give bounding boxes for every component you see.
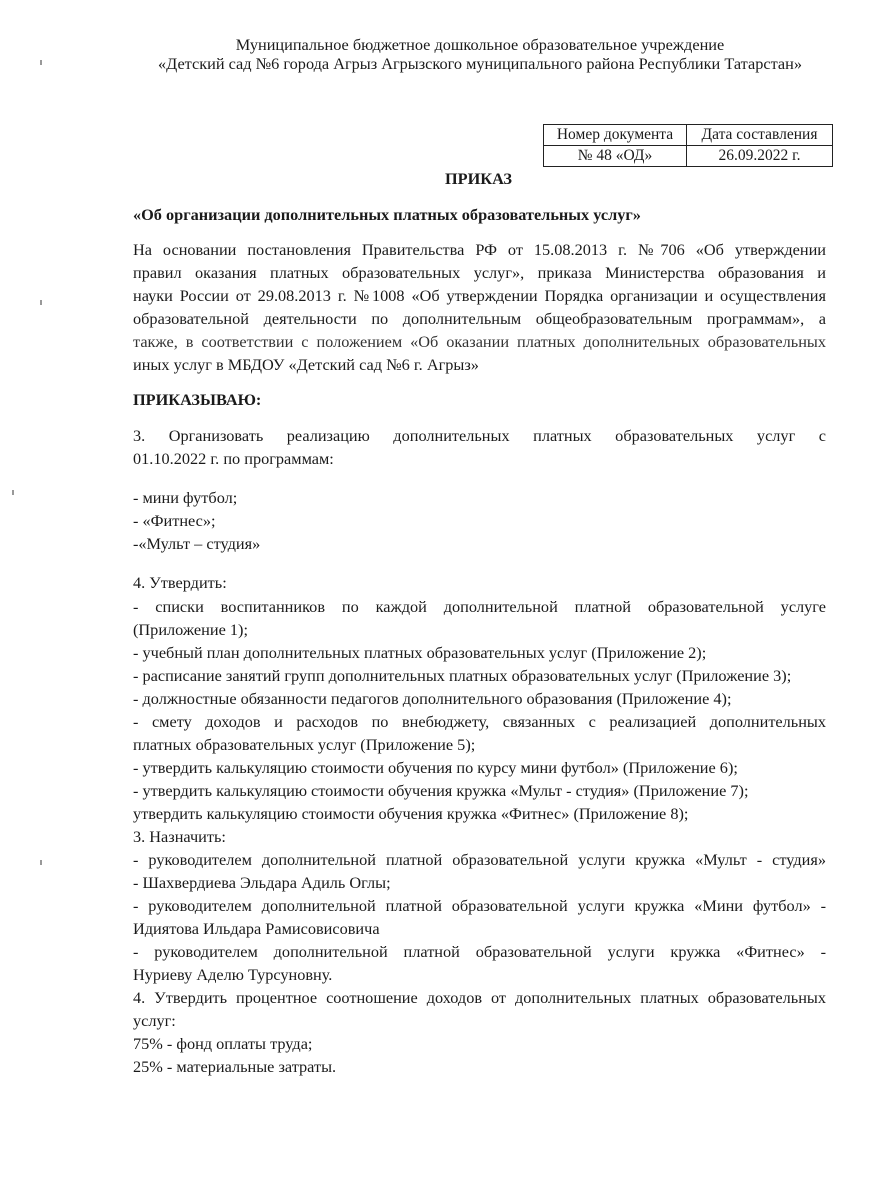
body-line: 4. Утвердить процентное соотношение доходов от дополнительных платных образовательных bbox=[133, 988, 826, 1007]
body-line: - «Фитнес»; bbox=[133, 511, 216, 530]
doc-number-header: Номер документа bbox=[544, 125, 687, 146]
body-line: Идиятова Ильдара Рамисовисовича bbox=[133, 919, 380, 938]
body-line: -«Мульт – студия» bbox=[133, 534, 261, 553]
scan-speck bbox=[40, 60, 42, 65]
body-line: услуг: bbox=[133, 1011, 176, 1030]
body-line: 3. Организовать реализацию дополнительных платных образовательных услуг с bbox=[133, 426, 826, 445]
doc-number: № 48 «ОД» bbox=[544, 146, 687, 167]
body-line: - учебный план дополнительных платных образовательных услуг (Приложение 2); bbox=[133, 643, 707, 662]
scan-speck bbox=[40, 860, 42, 865]
body-line: - утвердить калькуляцию стоимости обучения кружка «Мульт - студия» (Приложение 7); bbox=[133, 781, 749, 800]
body-line: 4. Утвердить: bbox=[133, 573, 227, 592]
doc-date-header: Дата составления bbox=[687, 125, 833, 146]
preamble-line: науки России от 29.08.2013 г. №1008 «Об утверждении Порядка организации и осуществления bbox=[133, 286, 826, 305]
header-line-2: «Детский сад №6 города Агрыз Агрызского муниципального района Республики Татарстан» bbox=[158, 54, 802, 73]
body-line: - должностные обязанности педагогов дополнительного образования (Приложение 4); bbox=[133, 689, 732, 708]
preamble-line: также, в соответствии с положением «Об оказании платных дополнительных образовательных bbox=[133, 332, 826, 351]
preamble-line: иных услуг в МБДОУ «Детский сад №6 г. Агрыз» bbox=[133, 355, 479, 374]
document-title: ПРИКАЗ bbox=[445, 169, 513, 188]
header-line-1: Муниципальное бюджетное дошкольное образовательное учреждение bbox=[235, 35, 725, 54]
body-line: - руководителем дополнительной платной образовательной услуги кружка «Мульт - студия» bbox=[133, 850, 826, 869]
body-line: - списки воспитанников по каждой дополнительной платной образовательной услуге bbox=[133, 597, 826, 616]
body-line: - смету доходов и расходов по внебюджету, связанных с реализацией дополнительных bbox=[133, 712, 826, 731]
document-subject: «Об организации дополнительных платных образовательных услуг» bbox=[133, 205, 641, 224]
preamble-line: правил оказания платных образовательных услуг», приказа Министерства образования и bbox=[133, 263, 826, 282]
body-line: - Шахвердиева Эльдара Адиль Оглы; bbox=[133, 873, 391, 892]
body-line: - утвердить калькуляцию стоимости обучения по курсу мини футбол» (Приложение 6); bbox=[133, 758, 738, 777]
body-line: - мини футбол; bbox=[133, 488, 238, 507]
body-line: - руководителем дополнительной платной образовательной услуги кружка «Фитнес» - bbox=[133, 942, 826, 961]
body-line: платных образовательных услуг (Приложение 5); bbox=[133, 735, 476, 754]
scan-speck bbox=[40, 300, 42, 305]
preamble-line: На основании постановления Правительства РФ от 15.08.2013 г. №706 «Об утверждении bbox=[133, 240, 826, 259]
body-line: - руководителем дополнительной платной образовательной услуги кружка «Мини футбол» - bbox=[133, 896, 826, 915]
doc-date: 26.09.2022 г. bbox=[687, 146, 833, 167]
body-line: 3. Назначить: bbox=[133, 827, 226, 846]
body-line: 25% - материальные затраты. bbox=[133, 1057, 337, 1076]
body-line: 01.10.2022 г. по программам: bbox=[133, 449, 334, 468]
body-line: (Приложение 1); bbox=[133, 620, 248, 639]
document-info-table bbox=[543, 124, 833, 167]
body-line: 75% - фонд оплаты труда; bbox=[133, 1034, 313, 1053]
scan-speck bbox=[12, 490, 14, 495]
body-line: - расписание занятий групп дополнительных платных образовательных услуг (Приложение 3); bbox=[133, 666, 792, 685]
order-word: ПРИКАЗЫВАЮ: bbox=[133, 390, 262, 409]
preamble-line: образовательной деятельности по дополнительным общеобразовательным программам», а bbox=[133, 309, 826, 328]
body-line: Нуриеву Аделю Турсуновну. bbox=[133, 965, 333, 984]
body-line: утвердить калькуляцию стоимости обучения кружка «Фитнес» (Приложение 8); bbox=[133, 804, 689, 823]
